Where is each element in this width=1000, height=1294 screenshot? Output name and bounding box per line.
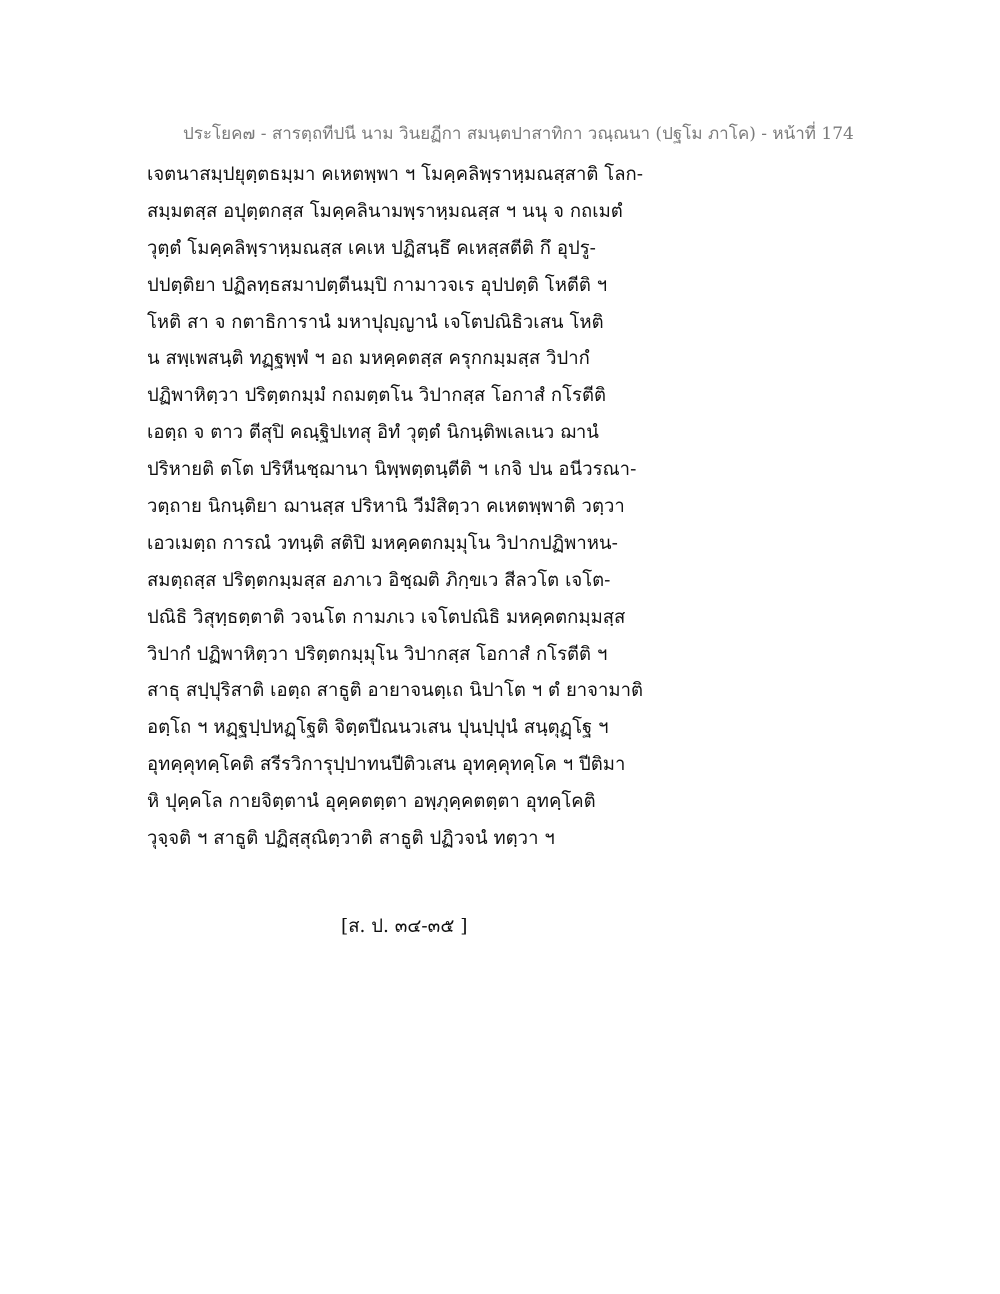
body-text (147, 157, 867, 858)
body-line: น สพฺเพสนฺติ ทฏฺฐพฺพํ ฯ อถ มหคฺคตสฺส ครุกกมฺมสฺส วิปากํ (147, 348, 590, 370)
body-line: เจตนาสมฺปยุตฺตธมฺมา คเหตพฺพา ฯ โมคฺคลิพฺราหฺมณสฺสาติ โลก- (147, 164, 643, 185)
body-line: หิ ปุคฺคโล กายจิตฺตานํ อุคฺคตตฺตา อพฺภุคฺคตตฺตา อุทคฺโคติ (147, 791, 596, 813)
body-line: เอตฺถ จ ตาว ตีสุปิ คณฺฐิปเทสุ อิทํ วุตฺตํ นิกนฺติพเลเนว ฌานํ (147, 422, 599, 444)
body-line: สมตฺถสฺส ปริตฺตกมฺมสฺส อภาเว อิชฺฌติ ภิกฺขเว สีลวโต เจโต- (147, 569, 611, 591)
source-reference: [ส. ป. ๓๔-๓๕ ] (341, 916, 468, 937)
body-line: ปปตฺติยา ปฏิลทฺธสมาปตฺตีนมฺปิ กามาวจเร อุปปตฺติ โหตีติ ฯ (147, 274, 608, 296)
body-line: วิปากํ ปฏิพาหิตฺวา ปริตฺตกมฺมุโน วิปากสฺส โอกาสํ กโรตีติ ฯ (147, 643, 608, 665)
body-line: เอวเมตฺถ การณํ วทนฺติ สติปิ มหคฺคตกมฺมุโน วิปากปฏิพาหน- (147, 532, 618, 554)
body-line: อตฺโถ ฯ หฏฺฐปฺปหฏฺโฐติ จิตฺตปีณนวเสน ปุนปฺปุนํ สนฺตุฏฺโฐ ฯ (147, 717, 609, 739)
body-line: อุทคฺคุทคฺโคติ สรีรวิการุปฺปาทนปีติวเสน อุทคฺคุทคฺโค ฯ ปีติมา (147, 754, 626, 776)
body-line: ปฏิพาหิตฺวา ปริตฺตกมฺมํ กถมตฺตโน วิปากสฺส โอกาสํ กโรตีติ (147, 385, 606, 407)
body-line: สมฺมตสฺส อปุตฺตกสฺส โมคฺคลินามพฺราหฺมณสฺส ฯ นนุ จ กถเมตํ (147, 200, 623, 222)
body-line: สาธุ สปฺปุริสาติ เอตฺถ สาธูติ อายาจนตฺเถ นิปาโต ฯ ตํ ยาจามาติ (147, 680, 643, 702)
body-line: ปริหายติ ตโต ปริหีนชฺฌานา นิพฺพตฺตนฺตีติ ฯ เกจิ ปน อนีวรณา- (147, 459, 637, 481)
body-line: วตฺถาย นิกนฺติยา ฌานสฺส ปริหานิ วีมํสิตฺวา คเหตพฺพาติ วตฺวา (147, 496, 625, 518)
body-line: ปณิธิ วิสุทฺธตฺตาติ วจนโต กามภเว เจโตปณิธิ มหคฺคตกมฺมสฺส (147, 606, 626, 628)
running-header: ประโยค๗ - สารตฺถทีปนี นาม วินยฏีกา สมนฺตปาสาทิกา วณฺณนา (ปฐโม ภาโค) - หน้าที่ 174 (183, 124, 854, 144)
body-line: โหติ สา จ กตาธิการานํ มหาปุญฺญานํ เจโตปณิธิวเสน โหติ (147, 311, 604, 333)
body-line: วุจฺจติ ฯ สาธูติ ปฏิสฺสุณิตฺวาติ สาธูติ ปฏิวจนํ ทตฺวา ฯ (147, 828, 555, 850)
body-line: วุตฺตํ โมคฺคลิพฺราหฺมณสฺส เคเห ปฏิสนฺธึ คเหสฺสตีติ กึ อุปรู- (147, 237, 596, 259)
